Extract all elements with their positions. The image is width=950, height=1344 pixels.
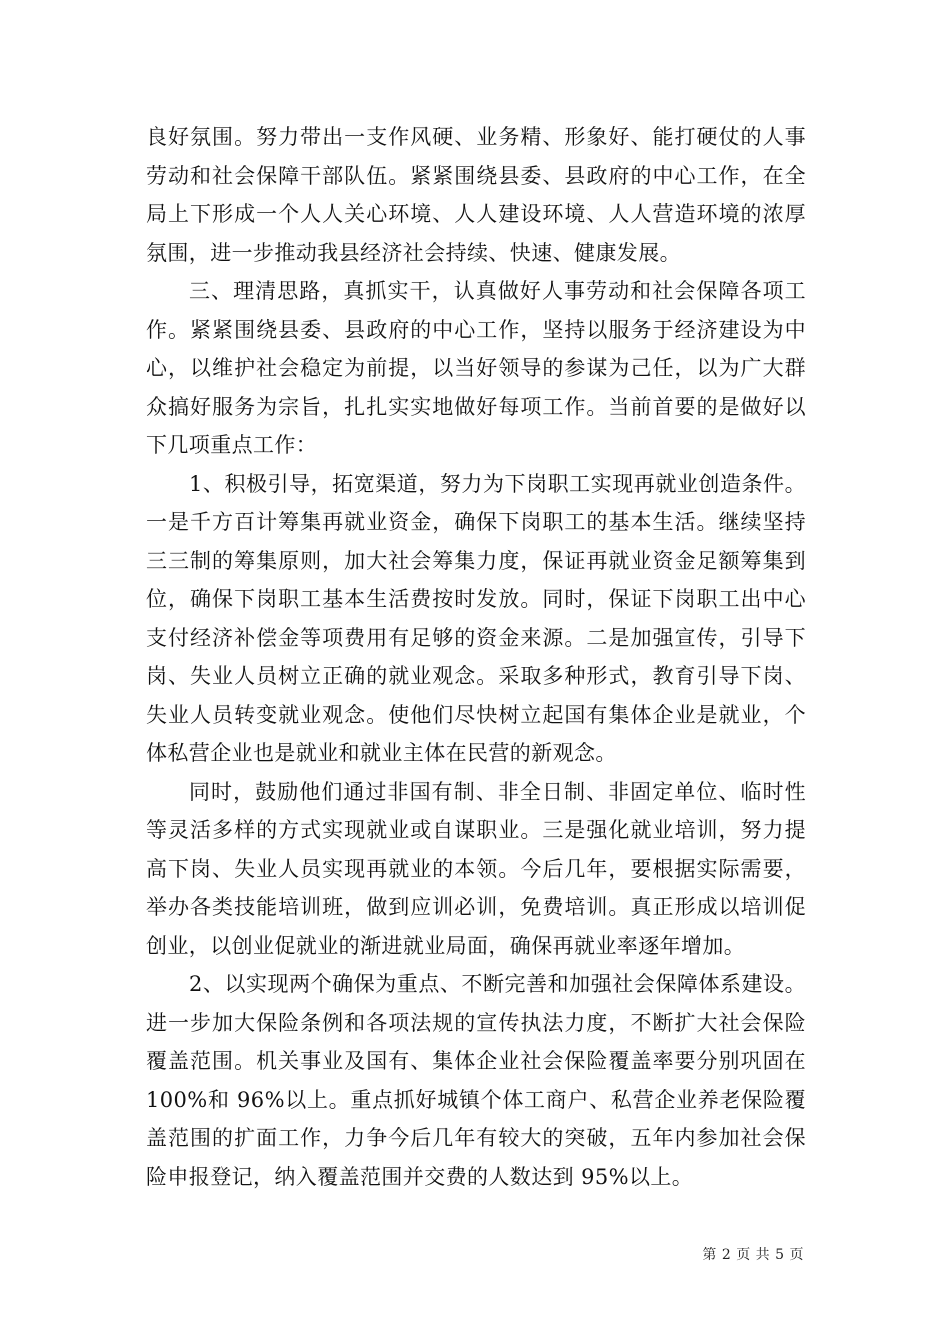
paragraph-4: 同时，鼓励他们通过非国有制、非全日制、非固定单位、临时性等灵活多样的方式实现就业或自谋职业。三是强化就业培训，努力提高下岗、失业人员实现再就业的本领。今后几年，要根据实际需要，举办各类技能培训班，做到应训必训，免费培训。真正形成以培训促创业，以创业促就业的渐进就业局面，确保再就业率逐年增加。 [146, 779, 806, 958]
paragraph-1: 良好氛围。努力带出一支作风硬、业务精、形象好、能打硬仗的人事劳动和社会保障干部队伍。紧紧围绕县委、县政府的中心工作，在全局上下形成一个人人关心环境、人人建设环境、人人营造环境的浓厚氛围，进一步推动我县经济社会持续、快速、健康发展。 [146, 125, 806, 265]
paragraph-5: 2、以实现两个确保为重点、不断完善和加强社会保障体系建设。进一步加大保险条例和各项法规的宣传执法力度，不断扩大社会保险覆盖范围。机关事业及国有、集体企业社会保险覆盖率要分别巩固在 100%和 96%以上。重点抓好城镇个体工商户、私营企业养老保险覆盖范围的扩面工作，力争今后几年有较大的突破，五年内参加社会保险申报登记，纳入覆盖范围并交费的人数达到 95%以上。 [146, 972, 806, 1189]
paragraph-2: 三、理清思路，真抓实干，认真做好人事劳动和社会保障各项工作。紧紧围绕县委、县政府的中心工作，坚持以服务于经济建设为中心，以维护社会稳定为前提，以当好领导的参谋为己任，以为广大群众搞好服务为宗旨，扎扎实实地做好每项工作。当前首要的是做好以下几项重点工作： [146, 279, 806, 457]
paragraph-3: 1、积极引导，拓宽渠道，努力为下岗职工实现再就业创造条件。一是千方百计筹集再就业资金，确保下岗职工的基本生活。继续坚持三三制的筹集原则，加大社会筹集力度，保证再就业资金足额筹集到位，确保下岗职工基本生活费按时发放。同时，保证下岗职工出中心支付经济补偿金等项费用有足够的资金来源。二是加强宣传，引导下岗、失业人员树立正确的就业观念。采取多种形式，教育引导下岗、失业人员转变就业观念。使他们尽快树立起国有集体企业是就业，个体私营企业也是就业和就业主体在民营的新观念。 [146, 471, 806, 765]
page-number-footer: 第 2 页 共 5 页 [702, 1247, 804, 1263]
document-page [146, 118, 806, 1196]
